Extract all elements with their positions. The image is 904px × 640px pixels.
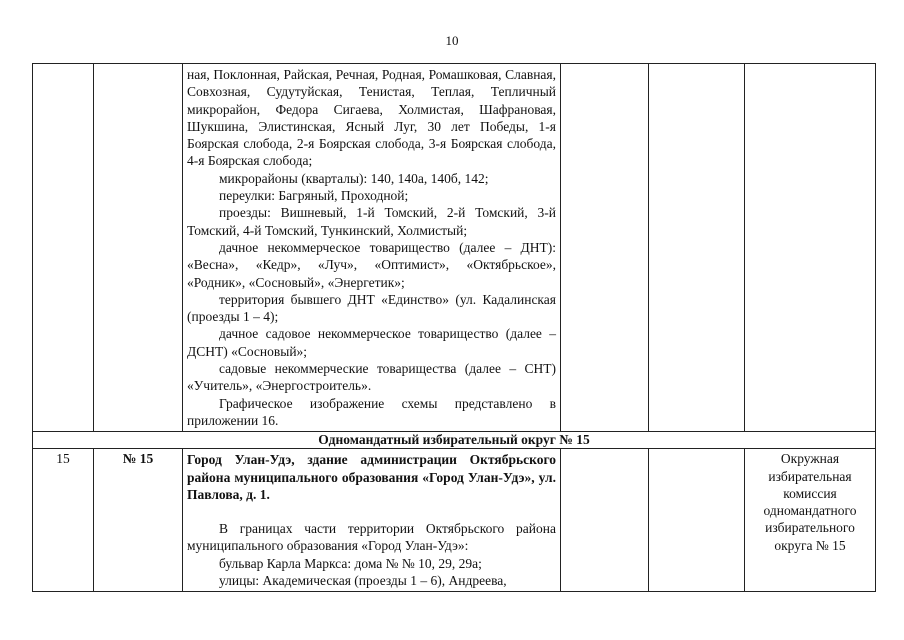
cell-description-15 [183,449,561,592]
polling-location: Город Улан-Удэ, здание администрации Октябрьского района муниципального образования «Город Улан-Удэ», ул. Павлова, д. 1. [187,452,556,502]
passages-text: проезды: Вишневый, 1-й Томский, 2-й Томский, 3-й Томский, 4-й Томский, Тункинский, Холмистый; [187,205,556,238]
snt-text: садовые некоммерческие товарищества (далее – СНТ) «Учитель», «Энергостроитель». [187,361,556,394]
street-list-text: ная, Поклонная, Райская, Речная, Родная, Ромашковая, Славная, Совхозная, Судутуйская, Тенистая, Теплая, Тепличный микрорайон, Федора Сигаева, Холмистая, Шафрановая, Шукшина, Элистинская, Ясный Луг, 30 лет Победы, 1-я Боярская слобода, 2-я Боярская слобода, 3-я Боярская слобода, 4-я Боярская слобода; [187,67,556,169]
boulevard-text: бульвар Карла Маркса: дома № № 10, 29, 29а; [219,555,482,571]
table-row-continued [33,64,876,432]
row-number: 15 [33,449,94,592]
boundaries-intro: В границах части территории Октябрьского района муниципального образования «Город Улан-Удэ»: [187,521,556,554]
dsnt-text: дачное садовое некоммерческое товарищество (далее –ДСНТ) «Сосновый»; [187,326,556,359]
streets-text: улицы: Академическая (проезды 1 – 6), Андреева, [219,573,507,589]
district-number: № 15 [94,449,183,592]
section-header-row [33,432,876,449]
page-number: 10 [445,33,459,48]
cell-empty-4b [561,449,649,592]
districts-table [32,63,876,592]
table-row-district-15 [33,449,876,592]
cell-empty-4 [561,64,649,432]
dnt-text: дачное некоммерческое товарищество (далее – ДНТ): «Весна», «Кедр», «Луч», «Оптимист», «Октябрьское», «Родник», «Сосновый», «Энергетик»; [187,239,556,290]
lanes-text: переулки: Багряный, Проходной; [219,188,409,204]
appendix-note: Графическое изображение схемы представлено в приложении 16. [187,395,556,428]
microdistricts-text: микрорайоны (кварталы): 140, 140а, 140б, 142; [219,170,489,186]
spacer [187,503,556,520]
section-header: Одномандатный избирательный округ № 15 [33,432,876,449]
cell-empty-6 [745,64,876,432]
cell-description [183,64,561,432]
former-dnt-text: территория бывшего ДНТ «Единство» (ул. Кадалинская (проезды 1 – 4); [187,291,556,325]
cell-empty-5 [649,64,745,432]
cell-district-empty [94,64,183,432]
cell-number-empty [33,64,94,432]
commission-name: Окружная избирательная комиссия одномандатного избирательного округа № 15 [745,449,876,592]
cell-empty-5b [649,449,745,592]
